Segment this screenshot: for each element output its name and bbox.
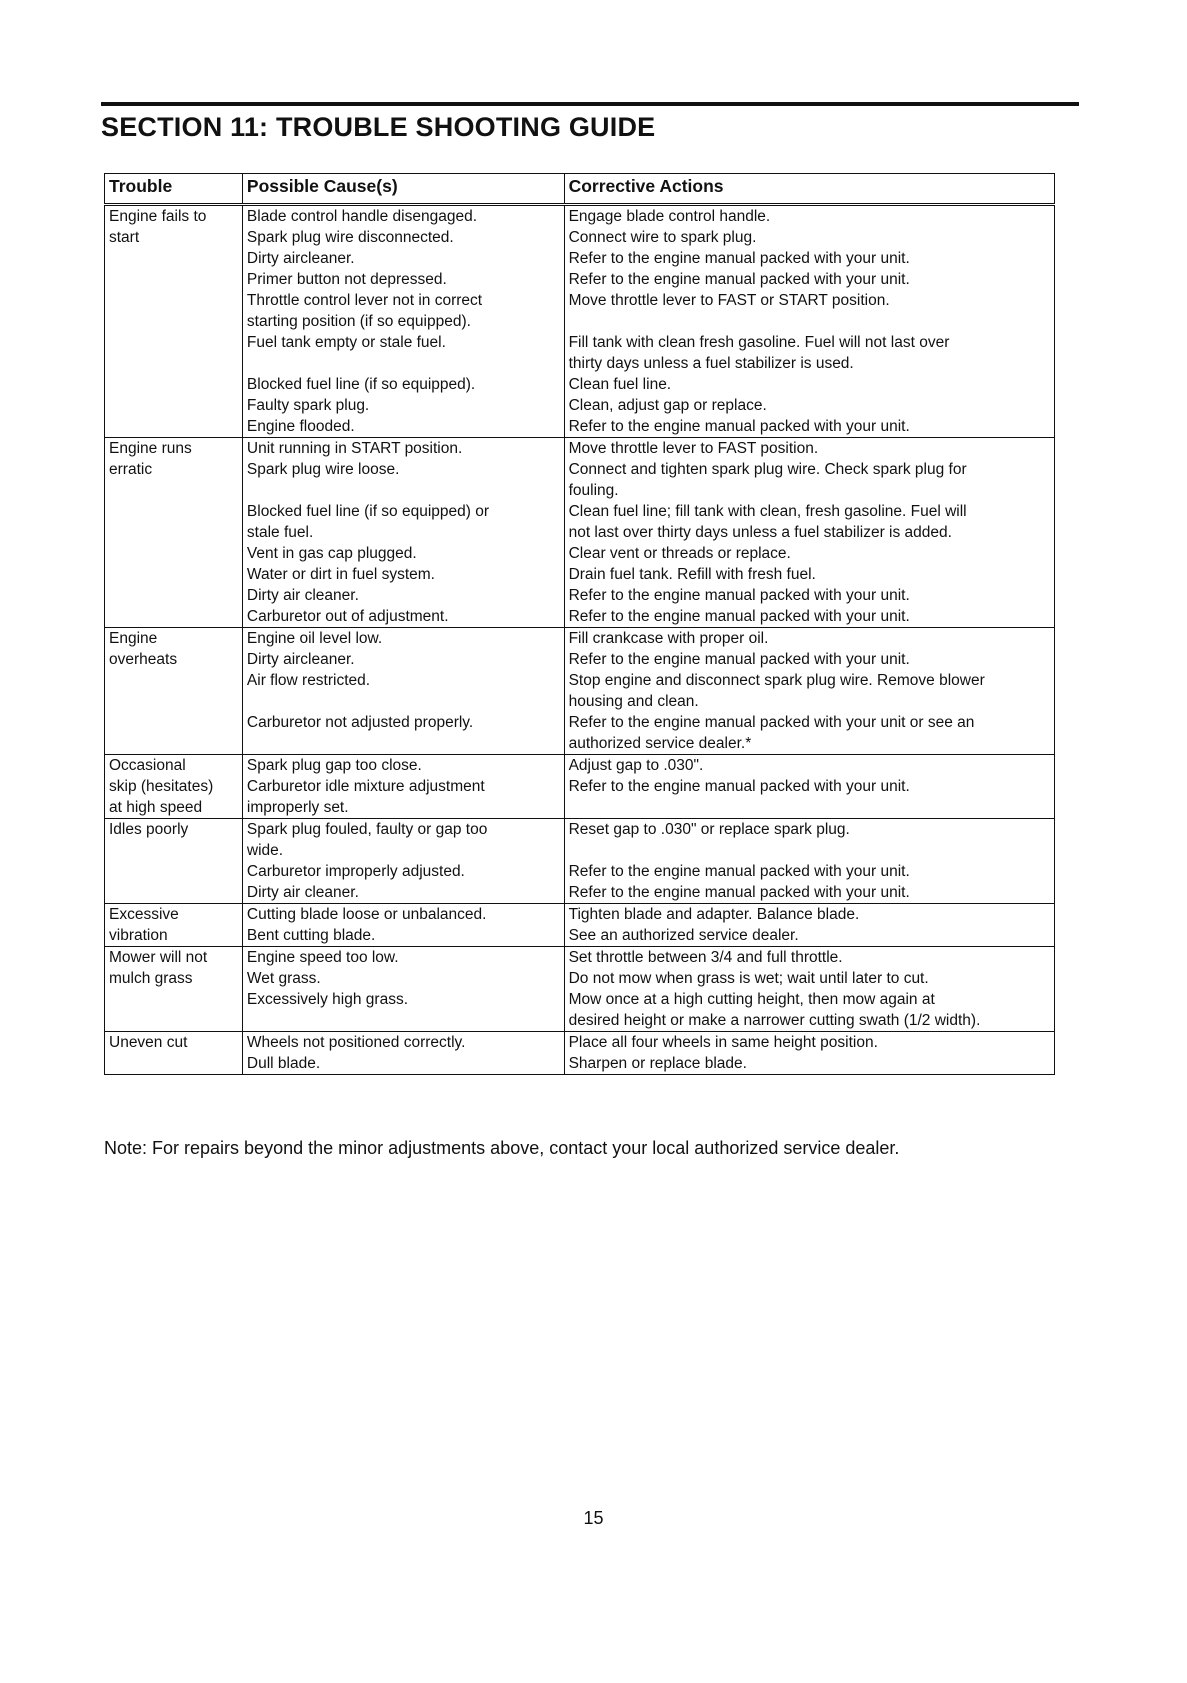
trouble-cell: skip (hesitates): [105, 776, 243, 797]
cause-cell: Spark plug wire disconnected.: [242, 227, 564, 248]
action-cell: Refer to the engine manual packed with your unit.: [564, 861, 1054, 882]
action-cell: Sharpen or replace blade.: [564, 1053, 1054, 1075]
table-row: [105, 776, 1055, 797]
table-row: [105, 733, 1055, 755]
cause-cell: [242, 480, 564, 501]
action-cell: Adjust gap to .030".: [564, 755, 1054, 777]
cause-cell: Engine oil level low.: [242, 628, 564, 650]
table-row: [105, 374, 1055, 395]
table-row: [105, 691, 1055, 712]
trouble-cell: [105, 712, 243, 733]
action-cell: Engage blade control handle.: [564, 205, 1054, 228]
action-cell: Clean, adjust gap or replace.: [564, 395, 1054, 416]
table-row: [105, 522, 1055, 543]
action-cell: Move throttle lever to FAST or START position.: [564, 290, 1054, 311]
trouble-cell: Engine runs: [105, 438, 243, 460]
cause-cell: Throttle control lever not in correct: [242, 290, 564, 311]
trouble-cell: Engine: [105, 628, 243, 650]
table-row: [105, 904, 1055, 926]
table-row: [105, 606, 1055, 628]
trouble-cell: at high speed: [105, 797, 243, 819]
table-row: [105, 543, 1055, 564]
trouble-cell: [105, 248, 243, 269]
cause-cell: Dull blade.: [242, 1053, 564, 1075]
cause-cell: Air flow restricted.: [242, 670, 564, 691]
cause-cell: Engine flooded.: [242, 416, 564, 438]
table-row: [105, 459, 1055, 480]
table-row: [105, 1010, 1055, 1032]
trouble-cell: [105, 522, 243, 543]
table-row: [105, 311, 1055, 332]
trouble-cell: [105, 733, 243, 755]
cause-cell: Wheels not positioned correctly.: [242, 1032, 564, 1054]
action-cell: See an authorized service dealer.: [564, 925, 1054, 947]
table-row: [105, 564, 1055, 585]
trouble-cell: [105, 353, 243, 374]
table-header-row: [105, 174, 1055, 205]
action-cell: Refer to the engine manual packed with your unit.: [564, 776, 1054, 797]
trouble-cell: [105, 332, 243, 353]
trouble-cell: [105, 691, 243, 712]
trouble-cell: [105, 606, 243, 628]
troubleshooting-table: [104, 173, 1055, 1075]
cause-cell: Carburetor improperly adjusted.: [242, 861, 564, 882]
trouble-cell: mulch grass: [105, 968, 243, 989]
cause-cell: Spark plug gap too close.: [242, 755, 564, 777]
action-cell: thirty days unless a fuel stabilizer is used.: [564, 353, 1054, 374]
cause-cell: Dirty aircleaner.: [242, 649, 564, 670]
cause-cell: starting position (if so equipped).: [242, 311, 564, 332]
action-cell: Place all four wheels in same height position.: [564, 1032, 1054, 1054]
action-cell: desired height or make a narrower cutting swath (1/2 width).: [564, 1010, 1054, 1032]
cause-cell: Wet grass.: [242, 968, 564, 989]
trouble-cell: [105, 311, 243, 332]
trouble-cell: [105, 861, 243, 882]
action-cell: Move throttle lever to FAST position.: [564, 438, 1054, 460]
cause-cell: [242, 733, 564, 755]
action-cell: Refer to the engine manual packed with your unit or see an: [564, 712, 1054, 733]
trouble-cell: [105, 670, 243, 691]
trouble-cell: [105, 480, 243, 501]
trouble-cell: erratic: [105, 459, 243, 480]
table-row: [105, 438, 1055, 460]
table-row: [105, 227, 1055, 248]
trouble-cell: [105, 1010, 243, 1032]
header-trouble: Trouble: [105, 174, 243, 205]
action-cell: Refer to the engine manual packed with your unit.: [564, 248, 1054, 269]
table-row: [105, 925, 1055, 947]
trouble-cell: [105, 416, 243, 438]
trouble-cell: overheats: [105, 649, 243, 670]
table-row: [105, 416, 1055, 438]
action-cell: Refer to the engine manual packed with your unit.: [564, 649, 1054, 670]
action-cell: Refer to the engine manual packed with your unit.: [564, 606, 1054, 628]
cause-cell: Excessively high grass.: [242, 989, 564, 1010]
table-row: [105, 989, 1055, 1010]
trouble-cell: Excessive: [105, 904, 243, 926]
action-cell: Reset gap to .030" or replace spark plug.: [564, 819, 1054, 841]
table-row: [105, 480, 1055, 501]
trouble-cell: Occasional: [105, 755, 243, 777]
cause-cell: Blade control handle disengaged.: [242, 205, 564, 228]
action-cell: Mow once at a high cutting height, then mow again at: [564, 989, 1054, 1010]
action-cell: fouling.: [564, 480, 1054, 501]
cause-cell: [242, 1010, 564, 1032]
action-cell: [564, 311, 1054, 332]
trouble-cell: [105, 395, 243, 416]
trouble-cell: [105, 989, 243, 1010]
table-row: [105, 269, 1055, 290]
table-row: [105, 332, 1055, 353]
action-cell: authorized service dealer.*: [564, 733, 1054, 755]
cause-cell: Spark plug fouled, faulty or gap too: [242, 819, 564, 841]
cause-cell: improperly set.: [242, 797, 564, 819]
action-cell: Set throttle between 3/4 and full throttle.: [564, 947, 1054, 969]
action-cell: Fill tank with clean fresh gasoline. Fuel will not last over: [564, 332, 1054, 353]
action-cell: Stop engine and disconnect spark plug wire. Remove blower: [564, 670, 1054, 691]
repair-note: Note: For repairs beyond the minor adjustments above, contact your local authorized service dealer.: [104, 1138, 900, 1158]
cause-cell: Dirty air cleaner.: [242, 585, 564, 606]
trouble-cell: [105, 501, 243, 522]
trouble-cell: start: [105, 227, 243, 248]
cause-cell: Fuel tank empty or stale fuel.: [242, 332, 564, 353]
table-row: [105, 755, 1055, 777]
header-possible-causes: Possible Cause(s): [242, 174, 564, 205]
cause-cell: Carburetor out of adjustment.: [242, 606, 564, 628]
action-cell: Tighten blade and adapter. Balance blade.: [564, 904, 1054, 926]
trouble-cell: vibration: [105, 925, 243, 947]
cause-cell: stale fuel.: [242, 522, 564, 543]
trouble-cell: [105, 543, 243, 564]
table-row: [105, 861, 1055, 882]
table-row: [105, 628, 1055, 650]
cause-cell: Blocked fuel line (if so equipped).: [242, 374, 564, 395]
action-cell: Drain fuel tank. Refill with fresh fuel.: [564, 564, 1054, 585]
section-title: SECTION 11: TROUBLE SHOOTING GUIDE: [101, 112, 656, 142]
trouble-cell: [105, 374, 243, 395]
table-row: [105, 290, 1055, 311]
table-row: [105, 248, 1055, 269]
page-number: 15: [583, 1508, 604, 1528]
trouble-cell: Uneven cut: [105, 1032, 243, 1054]
table-row: [105, 1032, 1055, 1054]
cause-cell: Cutting blade loose or unbalanced.: [242, 904, 564, 926]
trouble-cell: Mower will not: [105, 947, 243, 969]
table-row: [105, 712, 1055, 733]
table-row: [105, 670, 1055, 691]
cause-cell: Faulty spark plug.: [242, 395, 564, 416]
cause-cell: [242, 691, 564, 712]
trouble-cell: Engine fails to: [105, 205, 243, 228]
table-row: [105, 585, 1055, 606]
trouble-cell: [105, 269, 243, 290]
action-cell: Clear vent or threads or replace.: [564, 543, 1054, 564]
action-cell: Refer to the engine manual packed with your unit.: [564, 882, 1054, 904]
trouble-cell: [105, 882, 243, 904]
cause-cell: Unit running in START position.: [242, 438, 564, 460]
cause-cell: Primer button not depressed.: [242, 269, 564, 290]
cause-cell: Dirty air cleaner.: [242, 882, 564, 904]
cause-cell: Carburetor not adjusted properly.: [242, 712, 564, 733]
cause-cell: Engine speed too low.: [242, 947, 564, 969]
trouble-cell: [105, 840, 243, 861]
action-cell: Connect wire to spark plug.: [564, 227, 1054, 248]
cause-cell: Water or dirt in fuel system.: [242, 564, 564, 585]
table-row: [105, 882, 1055, 904]
table-body: [105, 205, 1055, 1075]
table-row: [105, 395, 1055, 416]
cause-cell: Vent in gas cap plugged.: [242, 543, 564, 564]
table-row: [105, 947, 1055, 969]
cause-cell: Blocked fuel line (if so equipped) or: [242, 501, 564, 522]
table-row: [105, 501, 1055, 522]
table-row: [105, 205, 1055, 228]
trouble-cell: [105, 290, 243, 311]
table-row: [105, 840, 1055, 861]
action-cell: Connect and tighten spark plug wire. Check spark plug for: [564, 459, 1054, 480]
top-rule: [101, 102, 1079, 106]
trouble-cell: [105, 585, 243, 606]
action-cell: Refer to the engine manual packed with your unit.: [564, 269, 1054, 290]
action-cell: Clean fuel line; fill tank with clean, fresh gasoline. Fuel will: [564, 501, 1054, 522]
table-row: [105, 797, 1055, 819]
table-row: [105, 649, 1055, 670]
action-cell: not last over thirty days unless a fuel stabilizer is added.: [564, 522, 1054, 543]
table-row: [105, 968, 1055, 989]
header-corrective-actions: Corrective Actions: [564, 174, 1054, 205]
table-row: [105, 353, 1055, 374]
cause-cell: [242, 353, 564, 374]
action-cell: Refer to the engine manual packed with your unit.: [564, 416, 1054, 438]
action-cell: [564, 840, 1054, 861]
trouble-cell: [105, 1053, 243, 1075]
action-cell: Refer to the engine manual packed with your unit.: [564, 585, 1054, 606]
table-row: [105, 1053, 1055, 1075]
action-cell: Do not mow when grass is wet; wait until later to cut.: [564, 968, 1054, 989]
cause-cell: Spark plug wire loose.: [242, 459, 564, 480]
cause-cell: wide.: [242, 840, 564, 861]
cause-cell: Carburetor idle mixture adjustment: [242, 776, 564, 797]
action-cell: [564, 797, 1054, 819]
table-row: [105, 819, 1055, 841]
cause-cell: Dirty aircleaner.: [242, 248, 564, 269]
trouble-cell: [105, 564, 243, 585]
trouble-cell: Idles poorly: [105, 819, 243, 841]
action-cell: housing and clean.: [564, 691, 1054, 712]
action-cell: Fill crankcase with proper oil.: [564, 628, 1054, 650]
action-cell: Clean fuel line.: [564, 374, 1054, 395]
cause-cell: Bent cutting blade.: [242, 925, 564, 947]
